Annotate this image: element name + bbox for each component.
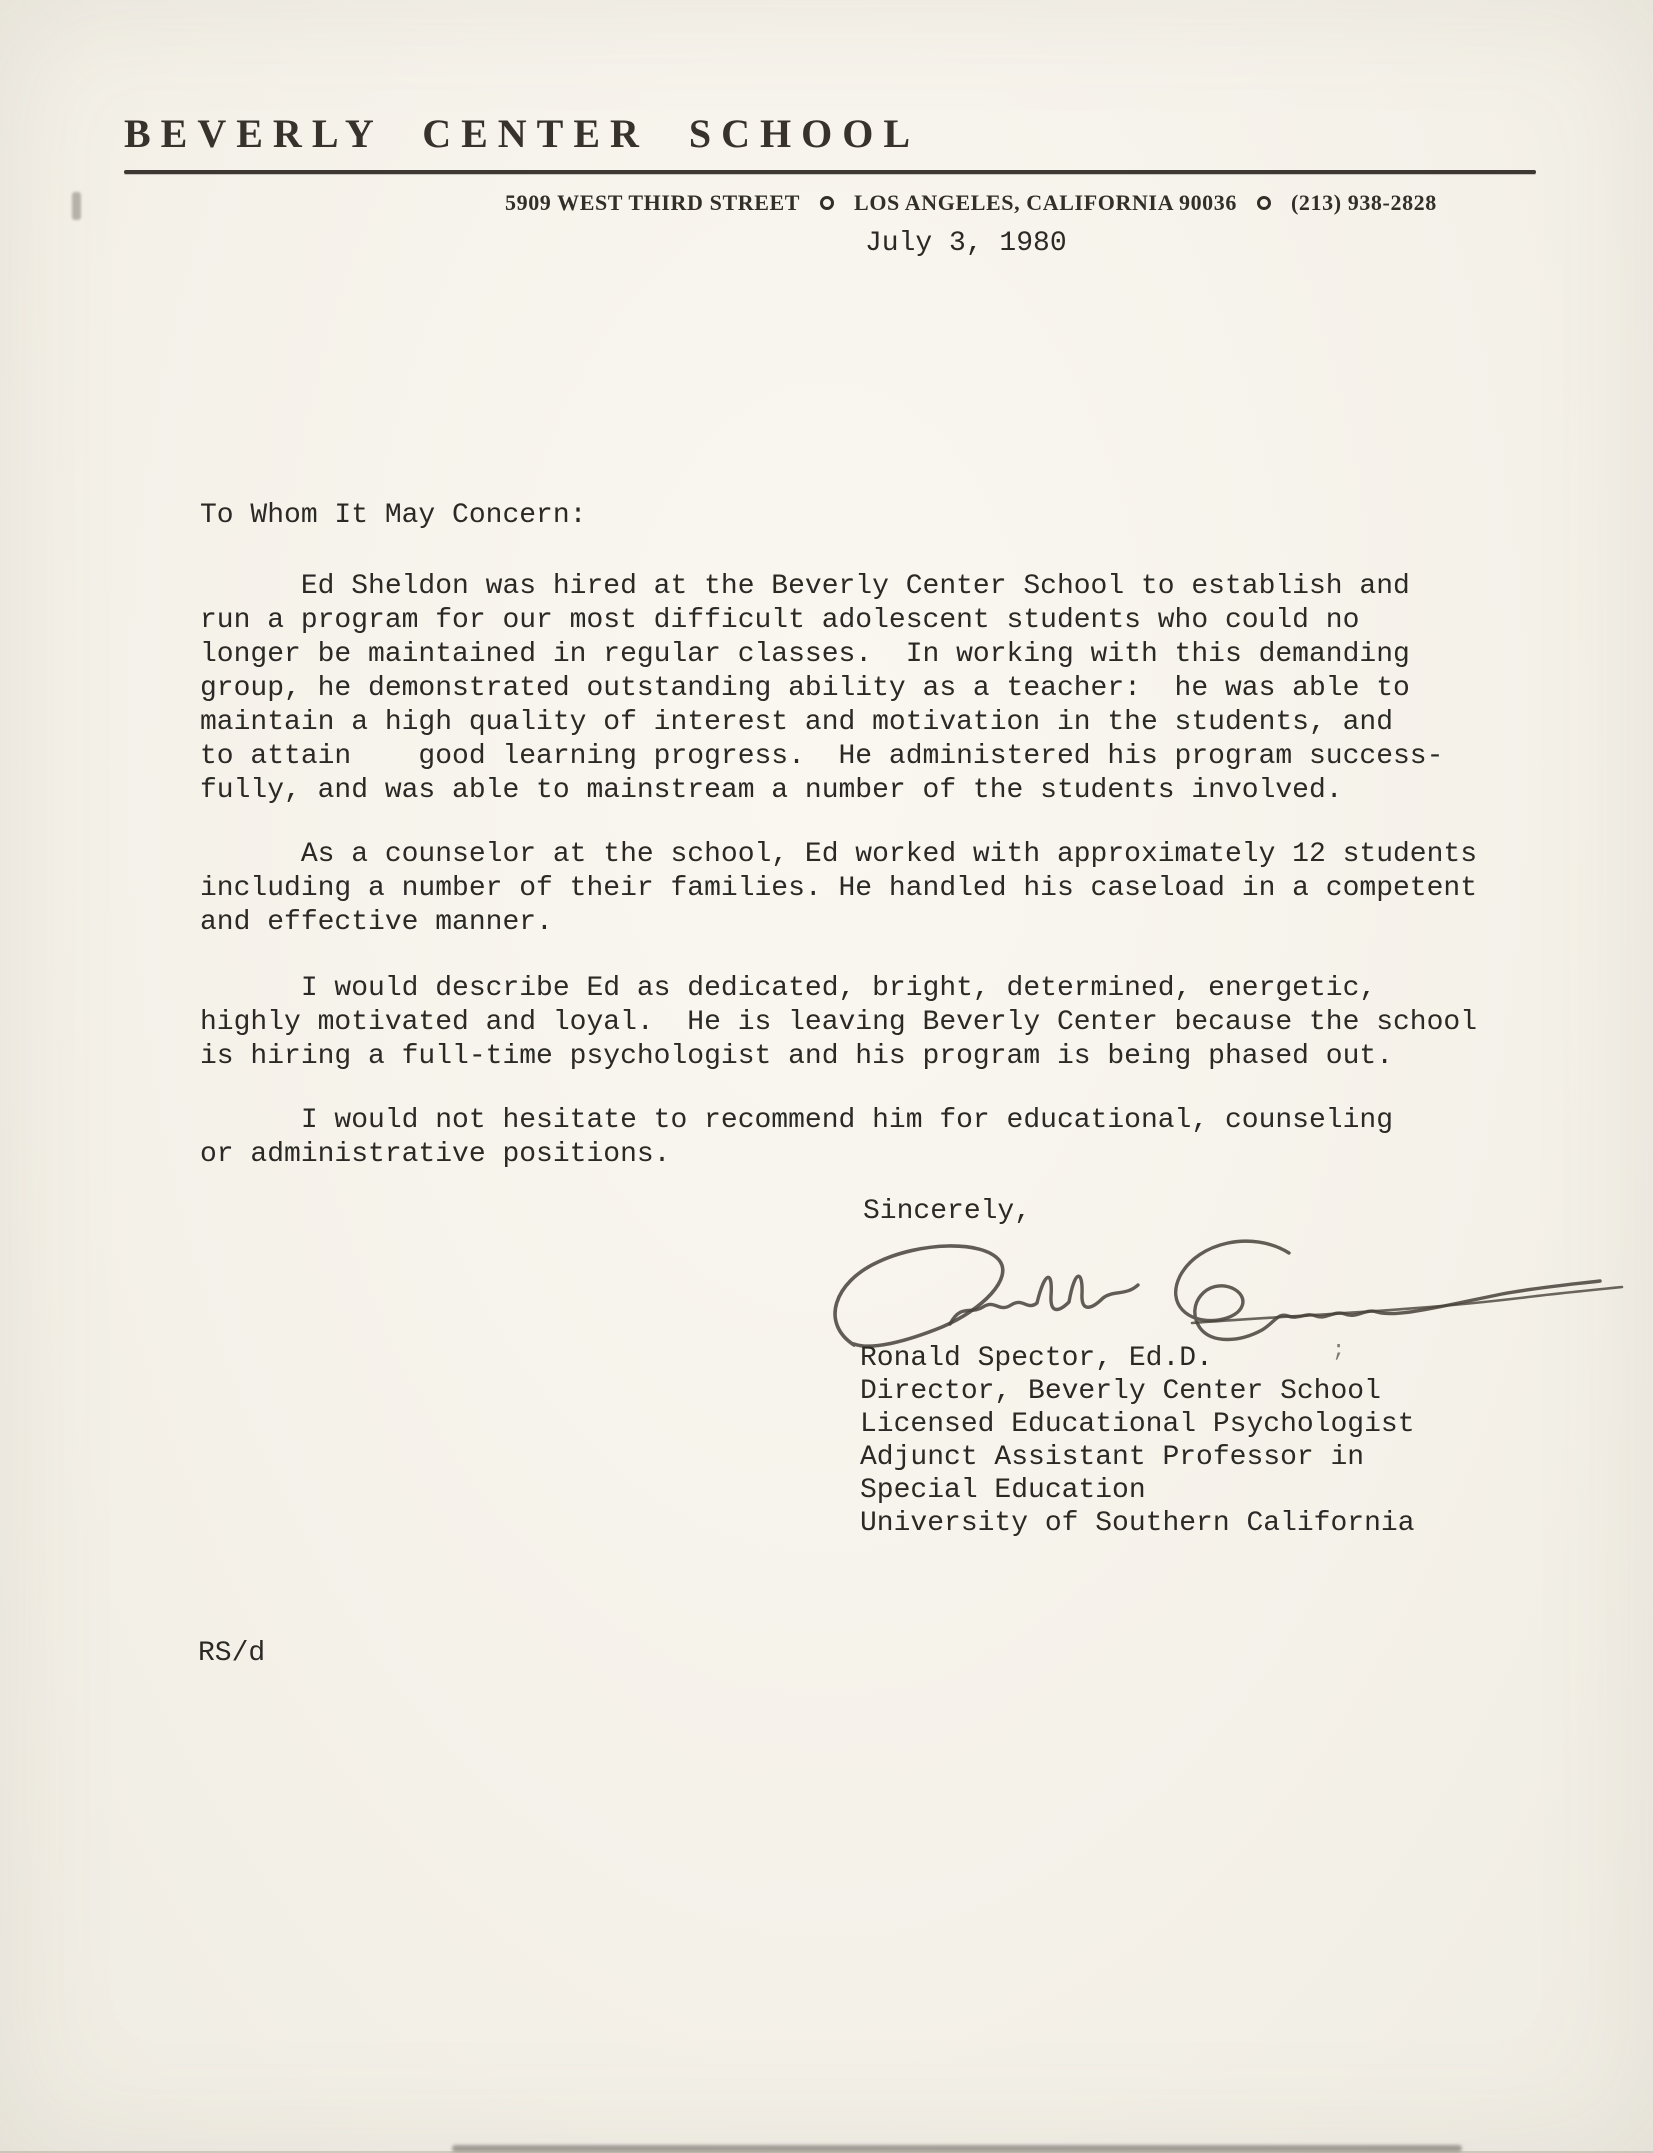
ring-bullet-icon (1257, 196, 1271, 210)
body-paragraph-4 (200, 1104, 1393, 1172)
address-phone: (213) 938-2828 (1290, 190, 1437, 215)
body-line: highly motivated and loyal. He is leaving Beverly Center because the school (200, 1007, 1478, 1038)
letter-date: July 3, 1980 (865, 228, 1067, 259)
body-line: including a number of their families. He handled his caseload in a competent (200, 873, 1478, 904)
body-paragraph-2 (200, 838, 1477, 940)
body-line: As a counselor at the school, Ed worked with approximately 12 students (200, 839, 1478, 870)
letterhead-address-row (505, 190, 1437, 216)
ring-bullet-icon (820, 196, 834, 210)
body-line: is hiring a full-time psychologist and his program is being phased out. (200, 1041, 1393, 1072)
body-paragraph-3 (200, 972, 1477, 1074)
body-line: or administrative positions. (200, 1139, 671, 1170)
signature-name-line: Ronald Spector, Ed.D. (860, 1343, 1213, 1374)
valediction: Sincerely, (863, 1196, 1032, 1227)
body-line: fully, and was able to mainstream a number of the students involved. (200, 775, 1343, 806)
typist-initials: RS/d (198, 1638, 266, 1669)
salutation: To Whom It May Concern: (200, 500, 587, 531)
address-street: 5909 WEST THIRD STREET (505, 190, 801, 215)
body-line: run a program for our most difficult adolescent students who could no (200, 605, 1360, 636)
address-city: LOS ANGELES, CALIFORNIA 90036 (854, 190, 1237, 215)
letterhead-divider-rule (124, 170, 1536, 174)
signature-title-line: Adjunct Assistant Professor in (860, 1442, 1365, 1473)
body-line: group, he demonstrated outstanding ability as a teacher: he was able to (200, 673, 1410, 704)
signature-title-line: Special Education (860, 1475, 1146, 1506)
signature-title-line: Licensed Educational Psychologist (860, 1409, 1415, 1440)
scan-edge-smudge (72, 192, 81, 220)
stray-ink-mark: ; (1332, 1338, 1346, 1363)
body-line: I would not hesitate to recommend him for educational, counseling (200, 1105, 1393, 1136)
body-line: and effective manner. (200, 907, 553, 938)
body-paragraph-1 (200, 570, 1443, 808)
signature-block (860, 1342, 1415, 1540)
signature-title-line: University of Southern California (860, 1508, 1415, 1539)
body-line: Ed Sheldon was hired at the Beverly Center School to establish and (200, 571, 1410, 602)
body-line: I would describe Ed as dedicated, bright, determined, energetic, (200, 973, 1377, 1004)
body-line: to attain good learning progress. He administered his program success- (200, 741, 1444, 772)
signature-title-line: Director, Beverly Center School (860, 1376, 1381, 1407)
body-line: longer be maintained in regular classes. In working with this demanding (200, 639, 1410, 670)
body-line: maintain a high quality of interest and motivation in the students, and (200, 707, 1393, 738)
letterhead-school-name: BEVERLY CENTER SCHOOL (124, 111, 921, 156)
